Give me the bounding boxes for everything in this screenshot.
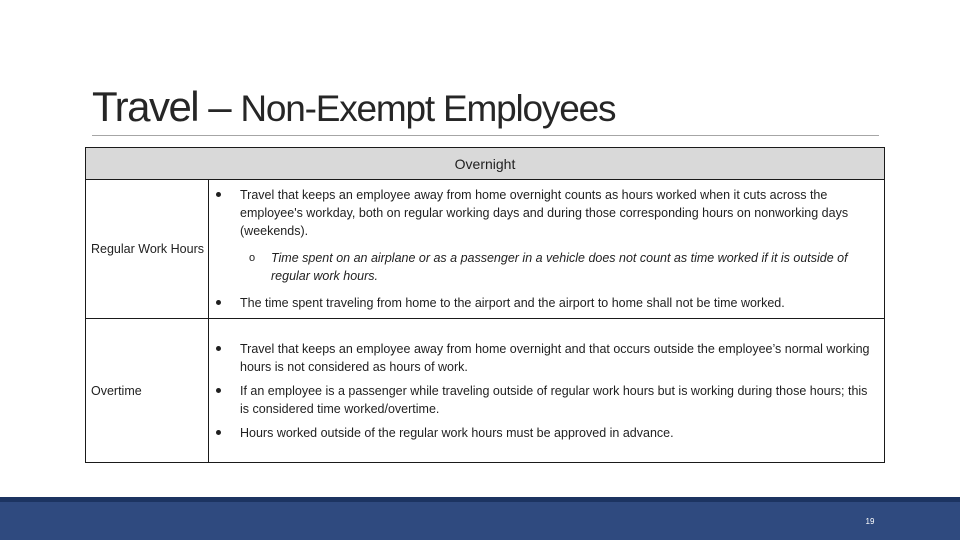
bullet-dot-icon — [216, 192, 221, 197]
title-part-2: Non-Exempt Employees — [240, 88, 616, 129]
list-item — [209, 424, 884, 442]
bullet-list — [209, 340, 884, 442]
title-part-1: Travel – — [92, 83, 241, 130]
bullet-dot-icon — [216, 300, 221, 305]
list-item — [209, 340, 884, 376]
row-content-overtime — [209, 319, 885, 463]
sub-bullet-text: Time spent on an airplane or as a passenger in a vehicle does not count as time worked if it is outside of regular work hours. — [271, 251, 848, 283]
bullet-text: Hours worked outside of the regular work hours must be approved in advance. — [240, 425, 674, 440]
sub-bullet-marker-icon: o — [249, 252, 256, 264]
sub-bullet — [209, 249, 884, 285]
footer-bar — [0, 497, 960, 540]
row-label-overtime: Overtime — [86, 319, 209, 463]
footer-accent-line — [0, 497, 960, 502]
table-header-overnight: Overnight — [86, 148, 885, 180]
bullet-text: Travel that keeps an employee away from home overnight and that occurs outside the employee’s normal working hours is not considered as hours of work. — [240, 341, 870, 374]
row-content-regular-work-hours — [209, 180, 885, 319]
list-item — [209, 294, 884, 312]
table-row-regular-work-hours — [86, 180, 885, 319]
bullet-text: If an employee is a passenger while traveling outside of regular work hours but is working during those hours; this is considered time worked/overtime. — [240, 383, 868, 416]
bullet-list — [209, 186, 884, 240]
title-divider — [92, 135, 879, 136]
table-header-row — [86, 148, 885, 180]
overnight-table — [85, 147, 885, 463]
row-label-regular-work-hours: Regular Work Hours — [86, 180, 209, 319]
list-item — [209, 186, 884, 240]
bullet-list — [209, 294, 884, 312]
page-number: 19 — [865, 517, 875, 526]
bullet-dot-icon — [216, 346, 221, 351]
list-item — [209, 382, 884, 418]
bullet-text: The time spent traveling from home to the airport and the airport to home shall not be time worked. — [240, 296, 785, 310]
bullet-dot-icon — [216, 388, 221, 393]
bullet-text: Travel that keeps an employee away from home overnight counts as hours worked when it cuts across the employee's workday, both on regular working days and during those corresponding hours on nonworking days (weekends). — [240, 188, 849, 238]
bullet-dot-icon — [216, 430, 221, 435]
slide-title — [92, 82, 615, 135]
table-row-overtime — [86, 319, 885, 463]
